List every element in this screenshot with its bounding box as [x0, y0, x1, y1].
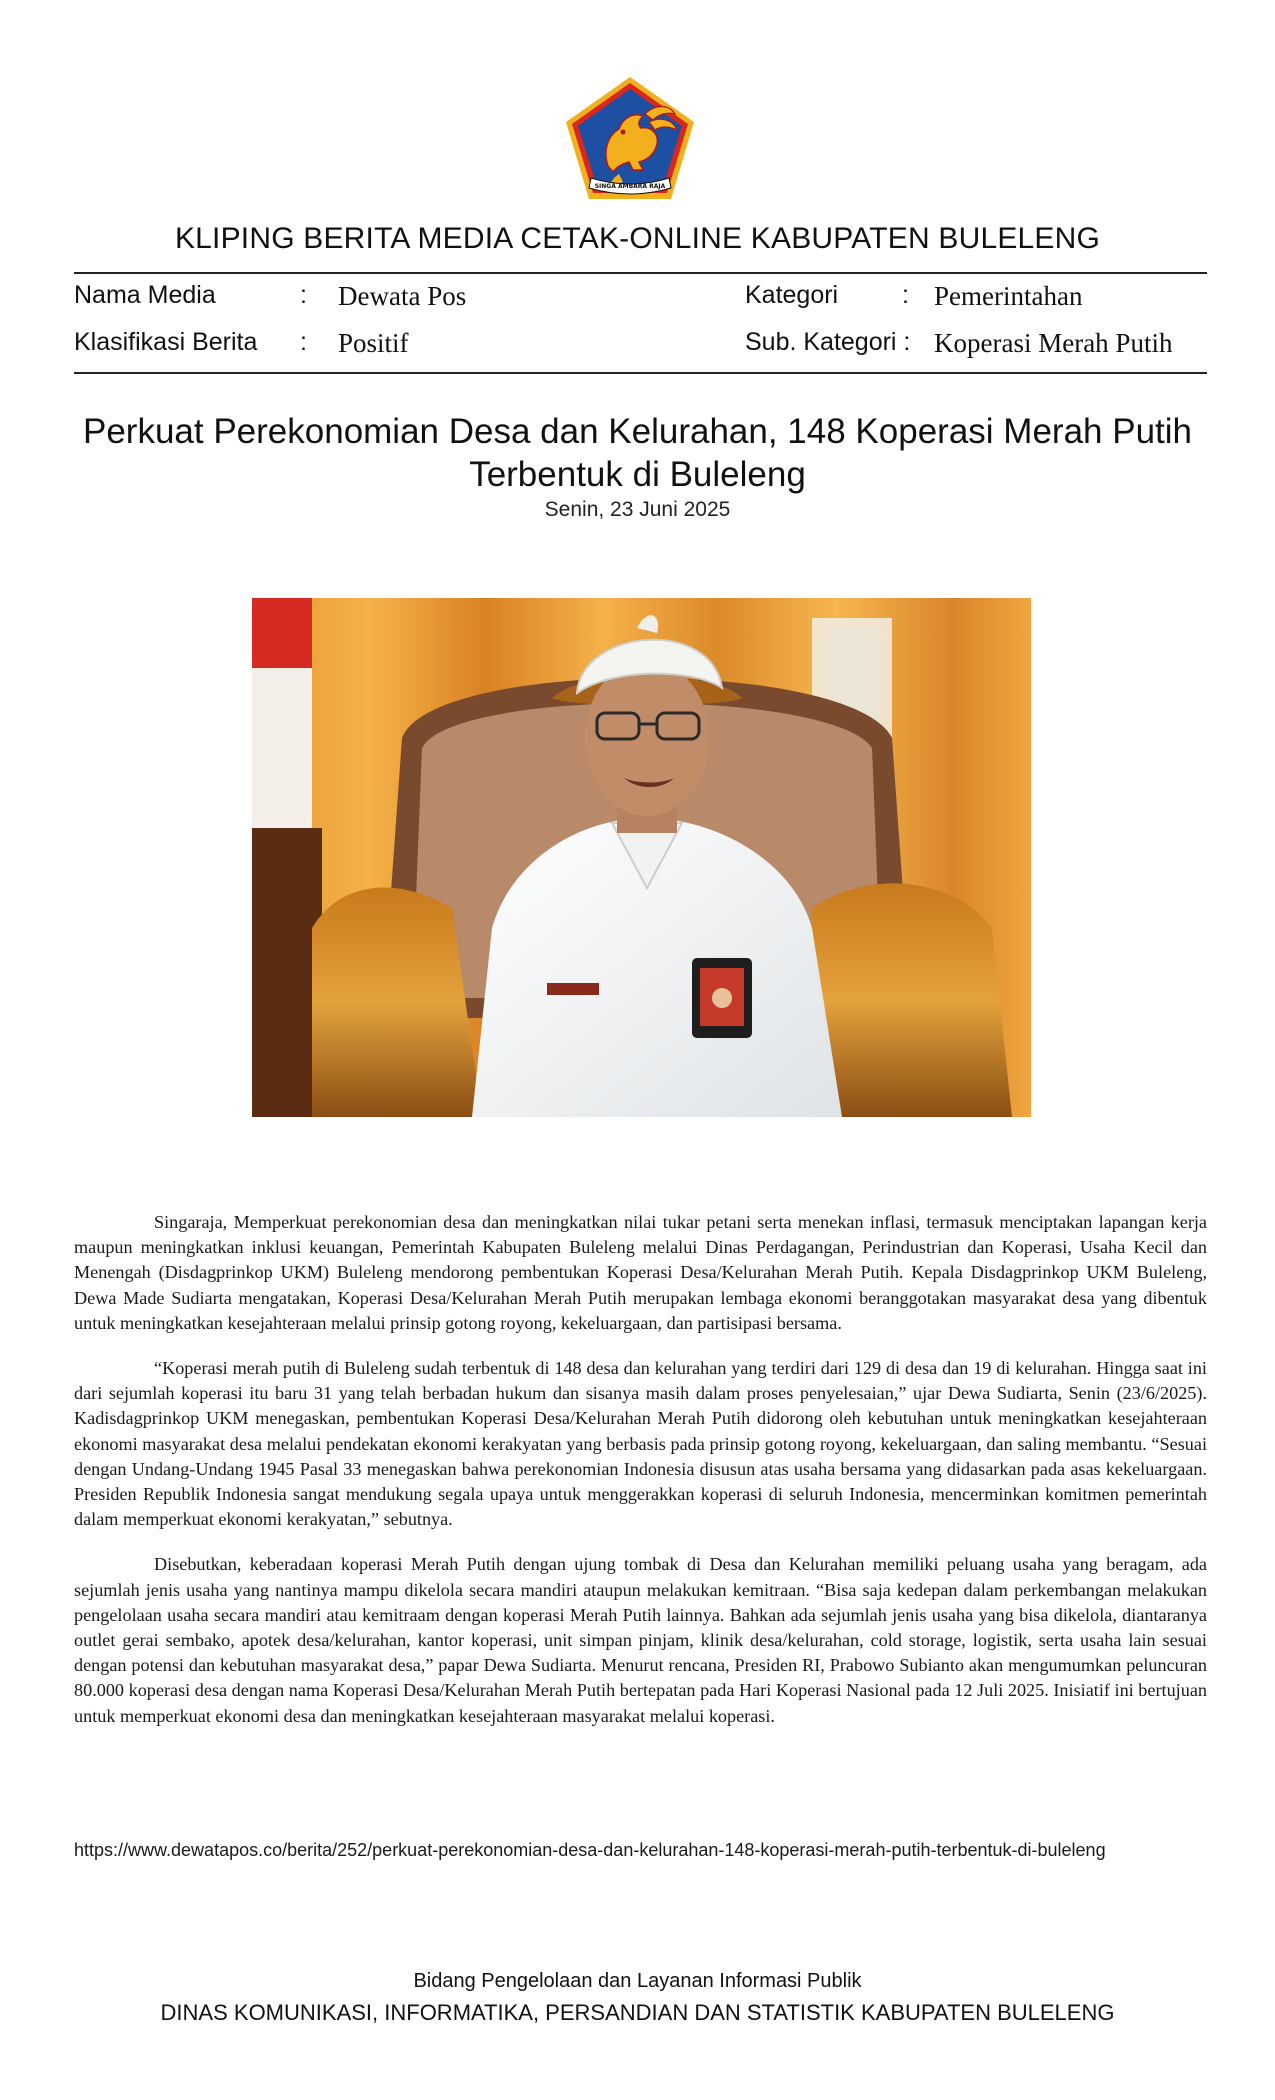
- source-url-link[interactable]: https://www.dewatapos.co/berita/252/perkuat-perekonomian-desa-dan-kelurahan-148-koperasi-merah-putih-terbentuk-di-buleleng: [74, 1840, 1106, 1860]
- article-headline: Perkuat Perekonomian Desa dan Kelurahan, 148 Koperasi Merah Putih Terbentuk di Buleleng: [82, 412, 1192, 494]
- buleleng-emblem-logo: [563, 74, 697, 202]
- subkategori-label: Sub. Kategori :: [745, 328, 911, 356]
- footer-dinas: DINAS KOMUNIKASI, INFORMATIKA, PERSANDIAN DAN STATISTIK KABUPATEN BULELENG: [160, 2000, 1115, 2025]
- clipping-header-title: KLIPING BERITA MEDIA CETAK-ONLINE KABUPATEN BULELENG: [174, 222, 1101, 255]
- media-label: Nama Media: [74, 281, 216, 309]
- article-paragraph-2: “Koperasi merah putih di Buleleng sudah terbentuk di 148 desa dan kelurahan yang terdiri dari 129 di desa dan 19 di kelurahan. Hingga saat ini dari sejumlah koperasi itu baru 31 yang telah berbadan hukum dan sisanya masih dalam proses penyelesaian,” ujar Dewa Sudiarta, Senin (23/6/2025). Kadisdagprinkop UKM menegaskan, pembentukan Koperasi Desa/Kelurahan Merah Putih didorong oleh kebutuhan untuk meningkatkan kesejahteraan ekonomi masyarakat desa melalui pendekatan ekonomi kerakyatan yang berbasis pada prinsip gotong royong, kekeluargaan, dan saling membantu. “Sesuai dengan Undang-Undang 1945 Pasal 33 menegaskan bahwa perekonomian Indonesia disusun atas usaha bersama yang didasarkan pada asas kekeluargaan. Presiden Republik Indonesia sangat mendukung segala upaya untuk menggerakkan koperasi di seluruh Indonesia, mencerminkan komitmen pemerintah dalam memperkuat ekonomi kerakyatan,” sebutnya.: [74, 1358, 1207, 1530]
- article-body: [74, 1210, 1207, 1749]
- logo-motto: SINGA AMBARA RAJA: [594, 183, 666, 190]
- media-value: Dewata Pos: [338, 281, 467, 311]
- kategori-value: Pemerintahan: [934, 281, 1083, 311]
- footer-bidang: Bidang Pengelolaan dan Layanan Informasi Publik: [413, 1970, 862, 1992]
- article-date: Senin, 23 Juni 2025: [544, 498, 731, 521]
- article-paragraph-3: Disebutkan, keberadaan koperasi Merah Putih dengan ujung tombak di Desa dan Kelurahan memiliki peluang usaha yang beragam, ada sejumlah jenis usaha yang nantinya mampu dikelola secara mandiri ataupun melakukan kemitraan. “Bisa saja kedepan dalam perkembangan melakukan pengelolaan usaha secara mandiri atau kemitraam dengan koperasi Merah Putih lainnya. Bahkan ada sejumlah jenis usaha yang bisa dikelola, diantaranya outlet gerai sembako, apotek desa/kelurahan, kantor koperasi, unit simpan pinjam, klinik desa/kelurahan, cold storage, logistik, serta usaha lain sesuai dengan potensi dan kebutuhan masyarakat desa,” papar Dewa Sudiarta. Menurut rencana, Presiden RI, Prabowo Subianto akan mengumumkan peluncuran 80.000 koperasi desa dengan nama Koperasi Desa/Kelurahan Merah Putih bertepatan pada Hari Koperasi Nasional pada 12 Juli 2025. Inisiatif ini bertujuan untuk memperkuat ekonomi desa dan meningkatkan kesejahteraan masyarakat melalui koperasi.: [74, 1554, 1207, 1726]
- header-divider-top: [74, 272, 1207, 274]
- subkategori-value: Koperasi Merah Putih: [934, 328, 1173, 358]
- klasifikasi-colon: :: [300, 328, 307, 356]
- kategori-colon: :: [902, 281, 909, 309]
- kategori-label: Kategori: [745, 281, 839, 309]
- klasifikasi-label: Klasifikasi Berita: [74, 328, 258, 356]
- article-photo: [252, 598, 1031, 1117]
- header-divider-bottom: [74, 372, 1207, 374]
- media-colon: :: [300, 281, 307, 309]
- klasifikasi-value: Positif: [338, 328, 409, 358]
- article-paragraph-1: Singaraja, Memperkuat perekonomian desa dan meningkatkan nilai tukar petani serta menekan inflasi, termasuk menciptakan lapangan kerja maupun meningkatkan inklusi keuangan, Pemerintah Kabupaten Buleleng melalui Dinas Perdagangan, Perindustrian dan Koperasi, Usaha Kecil dan Menengah (Disdagprinkop UKM) Buleleng mendorong pembentukan Koperasi Desa/Kelurahan Merah Putih. Kepala Disdagprinkop UKM Buleleng, Dewa Made Sudiarta mengatakan, Koperasi Desa/Kelurahan Merah Putih merupakan lembaga ekonomi beranggotakan masyarakat desa yang dibentuk untuk meningkatkan kesejahteraan melalui prinsip gotong royong, kekeluargaan, dan partisipasi bersama.: [74, 1212, 1207, 1333]
